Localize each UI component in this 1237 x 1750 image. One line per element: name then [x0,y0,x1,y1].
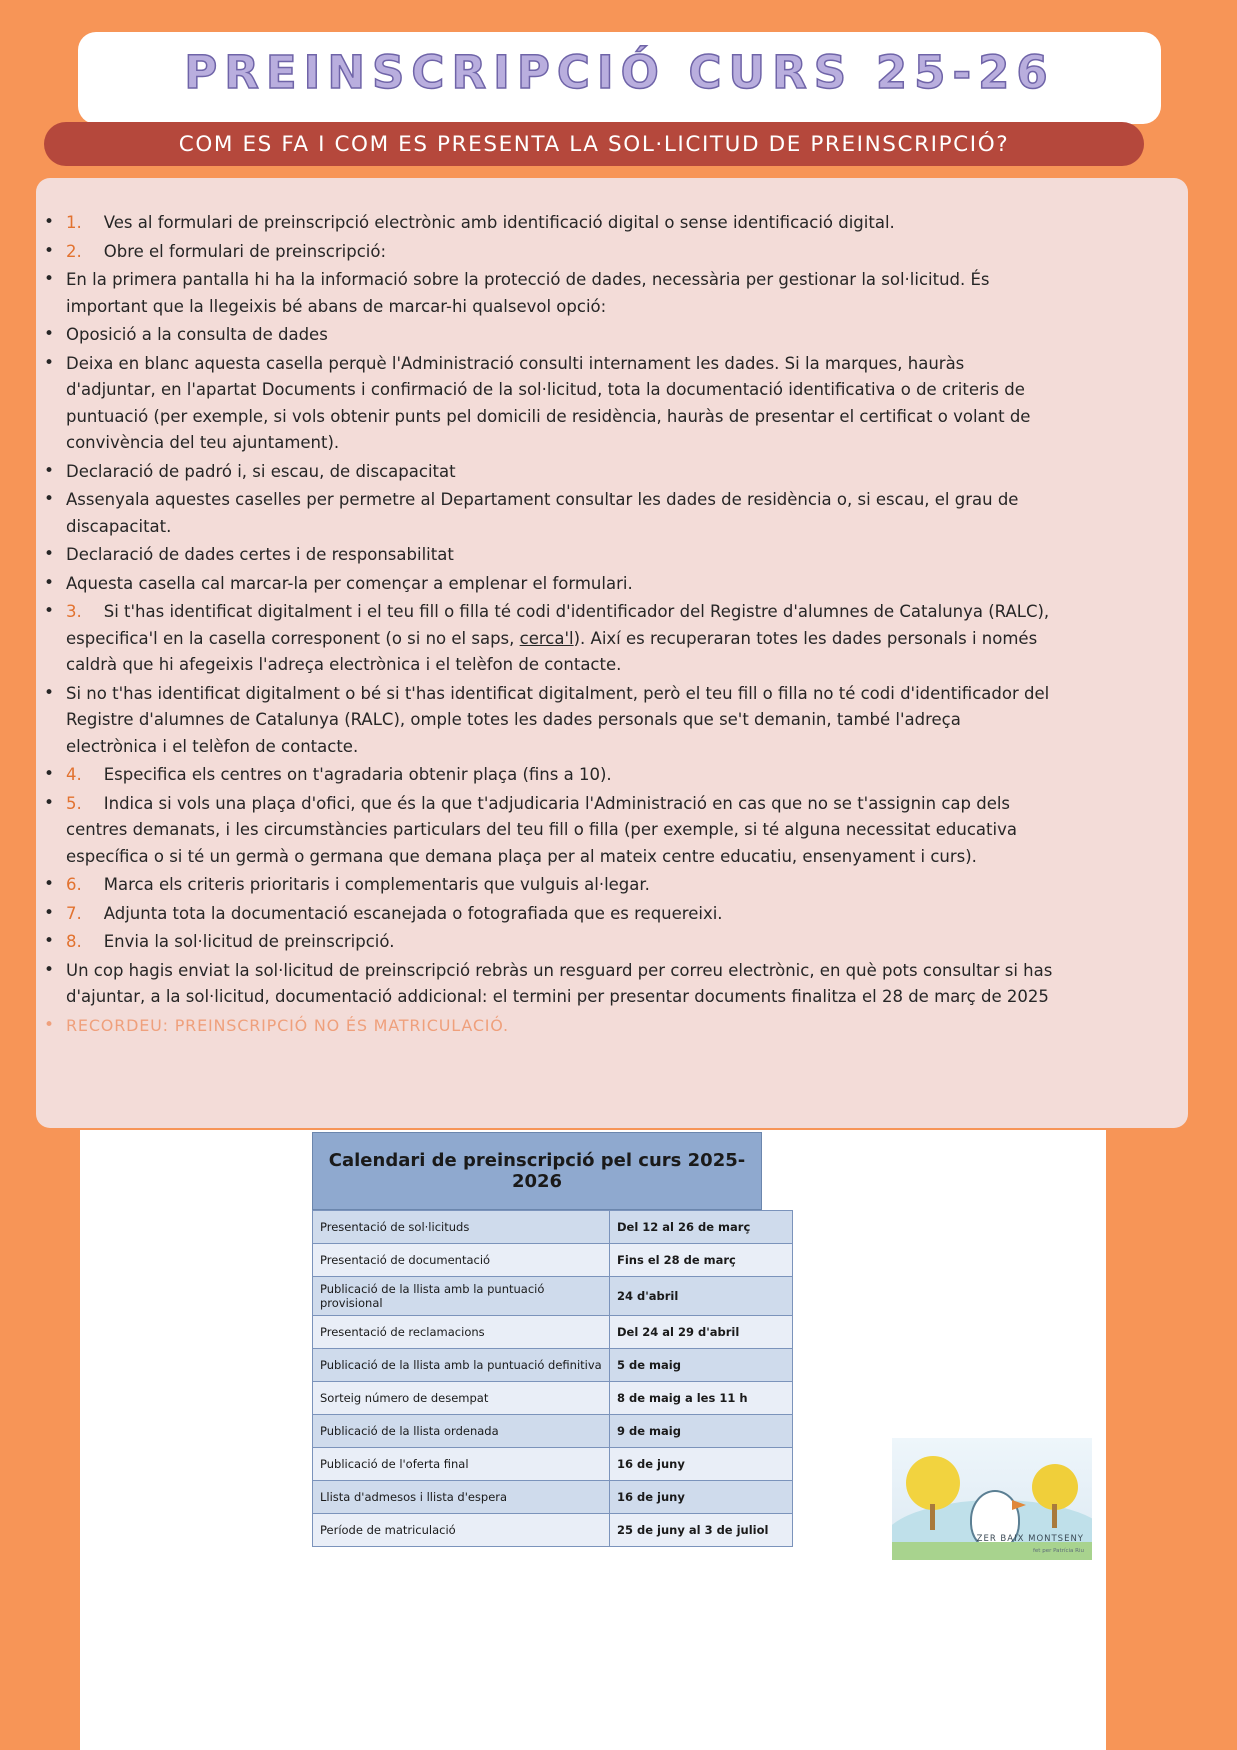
calendar-row-value: 16 de juny [610,1448,793,1481]
step-item [36,872,1056,899]
step-text: Adjunta tota la documentació escanejada o fotografiada que es requereixi. [103,903,723,923]
tree-icon [906,1456,960,1510]
table-row [313,1277,793,1316]
calendar-row-label: Presentació de sol·licituds [313,1211,610,1244]
step-item [36,571,1056,598]
final-note: • RECORDEU: PREINSCRIPCIÓ NO ÉS MATRICULACIÓ. [36,1013,1056,1040]
calendar-row-value: 8 de maig a les 11 h [610,1382,793,1415]
tree-trunk-icon [930,1504,935,1530]
step-text: Envia la sol·licitud de preinscripció. [103,932,395,951]
calendar-row-value: 5 de maig [610,1349,793,1382]
step-text: Un cop hagis enviat la sol·licitud de preinscripció rebràs un resguard per correu electrònic, en què pots consultar si has d'ajuntar, a la sol·licitud, documentació addicional: el termini per presentar documents finalitza el 28 de març de 2025 [66,960,1053,1006]
step-item [36,322,1056,349]
zer-baix-montseny-logo [892,1438,1092,1560]
step-text: En la primera pantalla hi ha la informació sobre la protecció de dades, necessària per gestionar la sol·licitud. És important que la llegeixis bé abans de marcar-hi qualsevol opció: [66,270,990,316]
calendar-row-label: Publicació de la llista amb la puntuació provisional [313,1277,610,1316]
step-item [36,929,1056,956]
step-item [36,459,1056,486]
table-row [313,1382,793,1415]
calendar-row-value: 25 de juny al 3 de juliol [610,1514,793,1547]
step-text: Especifica els centres on t'agradaria obtenir plaça (fins a 10). [103,765,612,784]
table-row [313,1514,793,1547]
step-text: Marca els criteris prioritaris i complementaris que vulguis al·legar. [103,875,650,894]
step-text: Si no t'has identificat digitalment o bé si t'has identificat digitalment, però el teu fill o filla no té codi d'identificador del Registre d'alumnes de Catalunya (RALC), omple totes les dades personals que se't demanin, també l'adreça electrònica i el telèfon de contacte. [66,683,1050,756]
calendar-row-label: Període de matriculació [313,1514,610,1547]
page-title: PREINSCRIPCIÓ CURS 25-26 [184,46,1055,99]
calendar-row-label: Publicació de la llista amb la puntuació definitiva [313,1349,610,1382]
step-item [36,267,1056,320]
step-text: Deixa en blanc aquesta casella perquè l'Administració consulti internament les dades. Si la marques, hauràs d'adjuntar, en l'apartat Documents i confirmació de la sol·licitud, tota la documentació identificativa o de criteris de puntuació (per exemple, si vols obtenir punts pel domicili de residència, hauràs de presentar el certificat o volant de convivència del teu ajuntament). [66,353,1031,452]
calendar-title: Calendari de preinscripció pel curs 2025-2026 [328,1150,746,1192]
step-text: Si t'has identificat digitalment i el teu fill o filla té codi d'identificador del Registre d'alumnes de Catalunya (RALC), especifica'l en la casella corresponent (o si no el saps, cerca'l). Així es recuperaran totes les dades personals i només caldrà que hi afegeixis l'adreça electrònica i el telèfon de contacte. [66,602,1050,674]
subtitle-banner [44,122,1144,166]
cercal-link[interactable]: cerca'l [519,628,574,648]
step-item [36,210,1056,237]
step-item [36,351,1056,457]
step-item [36,239,1056,266]
step-number: 5. [66,793,82,813]
calendar-block [312,1132,769,1547]
step-text: Ves al formulari de preinscripció electrònic amb identificació digital o sense identificació digital. [103,213,895,232]
bird-beak-icon [1012,1500,1026,1510]
table-row [313,1415,793,1448]
calendar-row-label: Publicació de l'oferta final [313,1448,610,1481]
step-item [36,901,1056,928]
step-item [36,542,1056,569]
calendar-row-value: 24 d'abril [610,1277,793,1316]
calendar-row-label: Presentació de documentació [313,1244,610,1277]
table-row [313,1211,793,1244]
calendar-row-label: Publicació de la llista ordenada [313,1415,610,1448]
step-number: 7. [66,903,82,923]
calendar-row-value: Fins el 28 de març [610,1244,793,1277]
table-row [313,1349,793,1382]
calendar-row-value: 16 de juny [610,1481,793,1514]
steps-list [36,210,1056,1041]
calendar-row-value: Del 12 al 26 de març [610,1211,793,1244]
table-row [313,1481,793,1514]
calendar-table [312,1210,793,1547]
calendar-row-value: 9 de maig [610,1415,793,1448]
tree-trunk-icon-2 [1052,1504,1057,1528]
calendar-row-label: Presentació de reclamacions [313,1316,610,1349]
step-number: 6. [66,875,82,894]
step-text: Aquesta casella cal marcar-la per començar a emplenar el formulari. [66,573,633,593]
step-number: 4. [66,765,82,784]
step-item [36,487,1056,540]
step-number: 1. [66,213,82,232]
step-number: 2. [66,241,82,261]
calendar-row-value: Del 24 al 29 d'abril [610,1316,793,1349]
step-item [36,958,1056,1011]
step-item [36,599,1056,679]
calendar-row-label: Llista d'admesos i llista d'espera [313,1481,610,1514]
table-row [313,1244,793,1277]
step-text: Obre el formulari de preinscripció: [103,241,387,261]
calendar-row-label: Sorteig número de desempat [313,1382,610,1415]
table-row [313,1316,793,1349]
step-item [36,791,1056,871]
logo-name: ZER BAIX MONTSENY [976,1534,1084,1544]
step-text: Declaració de dades certes i de responsabilitat [66,545,454,564]
subtitle-text: COM ES FA I COM ES PRESENTA LA SOL·LICITUD DE PREINSCRIPCIÓ? [178,131,1010,157]
step-item [36,762,1056,789]
step-text: Indica si vols una plaça d'ofici, que és la que t'adjudicaria l'Administració en cas que no se t'assignin cap dels centres demanats, i les circumstàncies particulars del teu fill o filla (per exemple, si té alguna necessitat educativa específica o si té un germà o germana que demana plaça per al mateix centre educatiu, ensenyament i curs). [66,793,1017,866]
step-text: Assenyala aquestes caselles per permetre al Departament consultar les dades de residència o, si escau, el grau de discapacitat. [66,490,1019,536]
step-number: 3. [66,602,82,621]
calendar-title-cell [312,1132,762,1210]
logo-credit: fet per Patrícia Riu [1032,1548,1084,1554]
step-text: Oposició a la consulta de dades [66,325,328,344]
step-item [36,681,1056,761]
table-row [313,1448,793,1481]
step-text: Declaració de padró i, si escau, de discapacitat [66,461,456,481]
step-number: 8. [66,932,82,951]
